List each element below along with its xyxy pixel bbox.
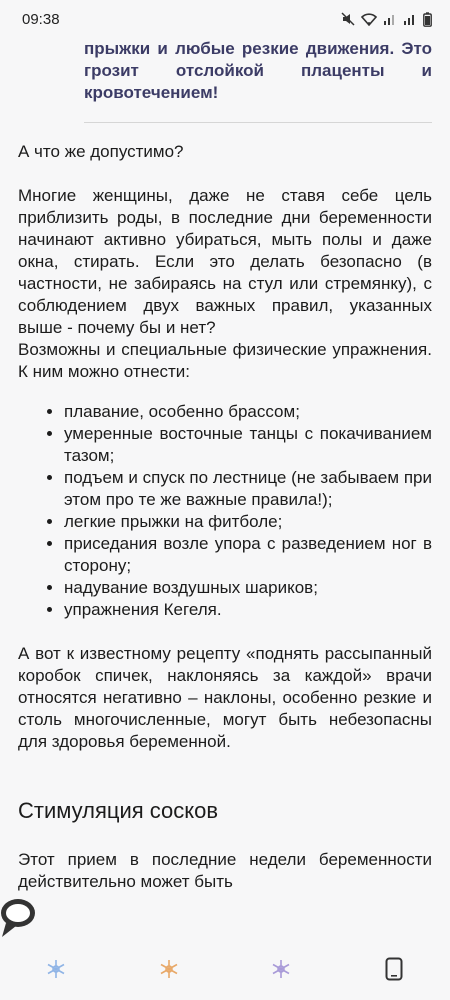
signal-icon-2 [403, 13, 417, 25]
mute-icon [341, 12, 355, 26]
list-item: • упражнения Кегеля. [64, 599, 432, 621]
battery-icon [423, 12, 432, 27]
status-time: 09:38 [22, 10, 60, 28]
exercise-list [18, 401, 432, 621]
status-icons [341, 12, 432, 27]
snowflake-blue-icon[interactable] [36, 949, 76, 989]
list-item: • подъем и спуск по лестнице (не забываем при этом про те же важные правила!); [64, 467, 432, 511]
list-item: • надувание воздушных шариков; [64, 577, 432, 599]
quote-block: прыжки и любые резкие движения. Это грозит отслойкой плаценты и кровотечением! [84, 39, 432, 102]
list-item: • умеренные восточные танцы с покачиванием тазом; [64, 423, 432, 467]
question-paragraph: А что же допустимо? [18, 142, 184, 161]
phone-icon[interactable] [374, 949, 414, 989]
list-item: • легкие прыжки на фитболе; [64, 511, 432, 533]
paragraph-exercises: Возможны и специальные физические упражнения. К ним можно отнести: [18, 340, 432, 381]
paragraph-matches: А вот к известному рецепту «поднять рассыпанный коробок спичек, наклоняясь за каждой» врачи относятся негативно – наклоны, особенно резкие и столь многочисленные, могут быть небезопасны для здоровья беременной. [18, 644, 432, 751]
bottom-navigation [0, 938, 450, 1000]
list-item: • приседания возле упора с разведением ног в сторону; [64, 533, 432, 577]
wifi-icon [361, 13, 377, 26]
signal-icon-1 [383, 13, 397, 25]
snowflake-orange-icon[interactable] [149, 949, 189, 989]
paragraph-nipples: Этот прием в последние недели беременности действительно может быть [18, 850, 432, 891]
list-item: • плавание, особенно брассом; [64, 401, 432, 423]
article-content [18, 38, 432, 893]
paragraph-cleaning: Многие женщины, даже не ставя себе цель приблизить роды, в последние дни беременности начинают активно убираться, мыть полы и даже окна, стирать. Если это делать безопасно (в частности, не забираясь на стул или стремянку), с соблюдением двух важных правил, указанных выше - почему бы и нет? [18, 186, 432, 337]
quote-divider [84, 122, 432, 123]
snowflake-purple-icon[interactable] [261, 949, 301, 989]
section-title: Стимуляция сосков [18, 798, 219, 823]
status-bar [0, 0, 450, 38]
